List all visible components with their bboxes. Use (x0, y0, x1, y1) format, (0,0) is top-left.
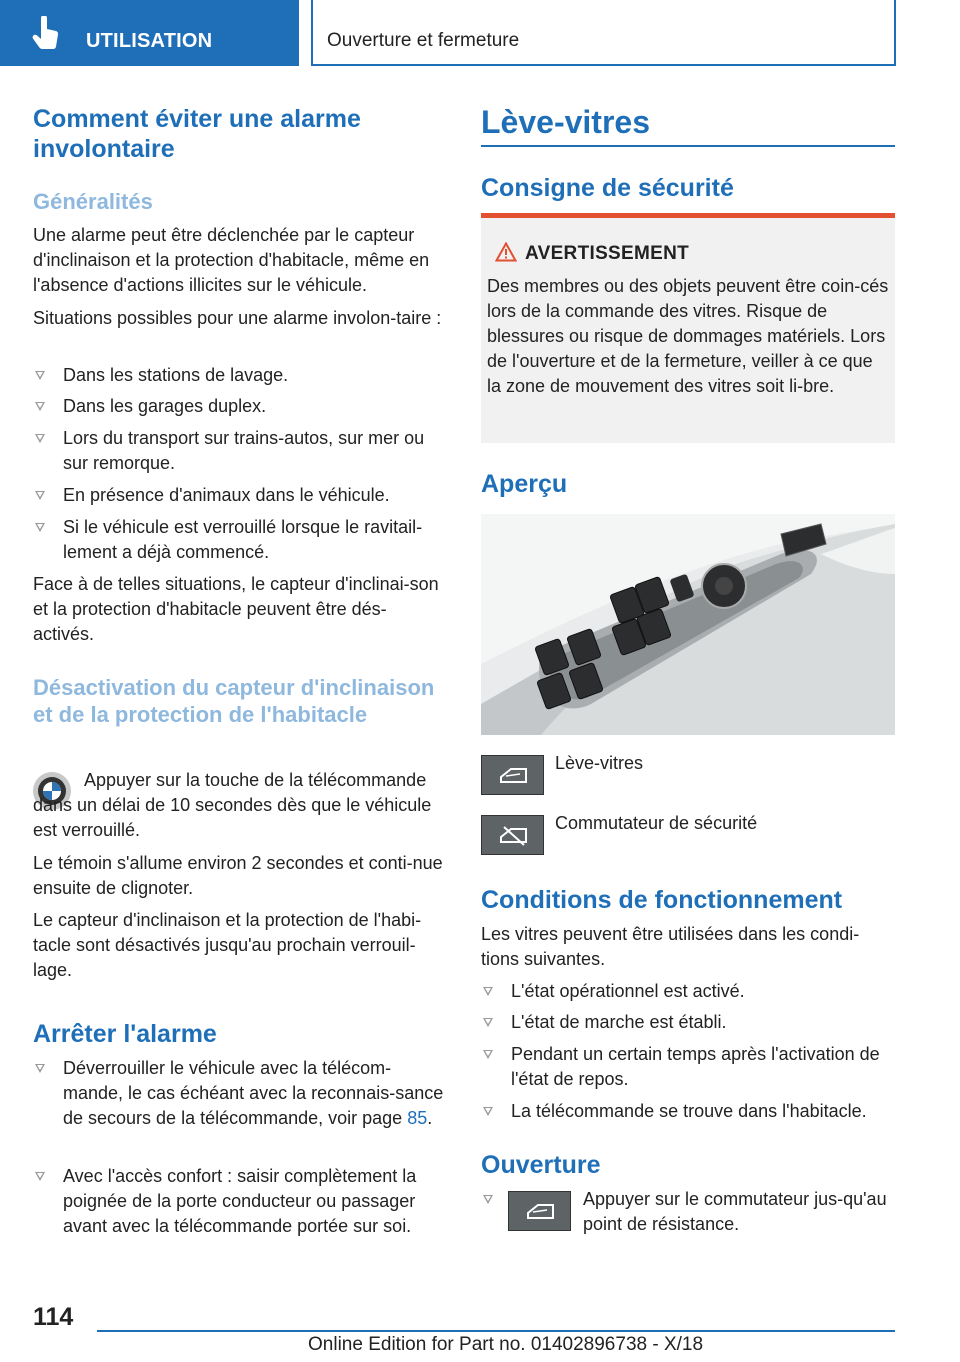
warning-icon (495, 242, 517, 262)
subsection-heading-safety: Consigne de sécurité (481, 174, 734, 202)
paragraph: Appuyer sur le commutateur jus-qu'au point de résistance. (583, 1189, 887, 1234)
door-panel-image (481, 514, 895, 735)
paragraph: Le témoin s'allume environ 2 secondes et conti-nue ensuite de clignoter. (33, 853, 443, 898)
footer-rule (97, 1330, 895, 1332)
chapter-title: Ouverture et fermeture (327, 30, 520, 51)
subsection-heading-opening: Ouverture (481, 1151, 601, 1179)
page-link[interactable]: 85 (407, 1108, 428, 1128)
subsection-heading-overview: Aperçu (481, 470, 568, 498)
paragraph: Situations possibles pour une alarme involon-taire : (33, 308, 442, 328)
page-number: 114 (33, 1303, 74, 1331)
warning-title: AVERTISSEMENT (525, 243, 690, 264)
subsection-heading-conditions: Conditions de fonctionnement (481, 886, 843, 914)
window-switch-icon (508, 1191, 571, 1231)
paragraph: Face à de telles situations, le capteur d'inclinai-son et la protection d'habitacle peuvent être dés-activés. (33, 574, 439, 644)
door-panel-photo (481, 514, 895, 735)
legend-label: Lève-vitres (555, 753, 644, 773)
paragraph: Les vitres peuvent être utilisées dans les condi-tions suivantes. (481, 924, 860, 969)
paragraph: Le capteur d'inclinaison et la protection de l'habi-tacle sont désactivés jusqu'au prochain verrouil-lage. (33, 910, 422, 980)
legend-label: Commutateur de sécurité (555, 813, 758, 833)
section-tab[interactable] (0, 0, 299, 66)
paragraph: Appuyer sur la touche de la télécommande dans un délai de 10 secondes dès que le véhicule est verrouillé. (33, 770, 432, 840)
subsection-heading-general: Généralités (33, 189, 153, 214)
hand-pointer-icon (30, 16, 62, 50)
chapter-header (311, 0, 896, 66)
footer-edition: Online Edition for Part no. 01402896738 - X/18 (308, 1334, 704, 1355)
subsection-heading-stop: Arrêter l'alarme (33, 1020, 217, 1048)
title-rule (481, 145, 895, 147)
subsection-heading-deactivation: Désactivation du capteur d'inclinaison et de la protection de l'habitacle (33, 675, 435, 727)
section-title: Lève-vitres (481, 104, 650, 140)
section-title: Comment éviter une alarme involontaire (33, 105, 361, 163)
window-switch-icon (481, 755, 544, 795)
safety-switch-icon (481, 815, 544, 855)
paragraph: Une alarme peut être déclenchée par le capteur d'inclinaison et la protection d'habitacle, même en l'absence d'actions illicites sur le véhicule. (33, 225, 430, 295)
section-tab-label: UTILISATION (86, 30, 213, 52)
warning-text: Des membres ou des objets peuvent être coin-cés lors de la commande des vitres. Risque de blessures ou risque de dommages matériels. Lors de l'ouverture et de la fermeture, veiller à ce que la zone de mouvement des vitres soit li-bre. (487, 276, 889, 396)
warning-box (481, 213, 895, 443)
